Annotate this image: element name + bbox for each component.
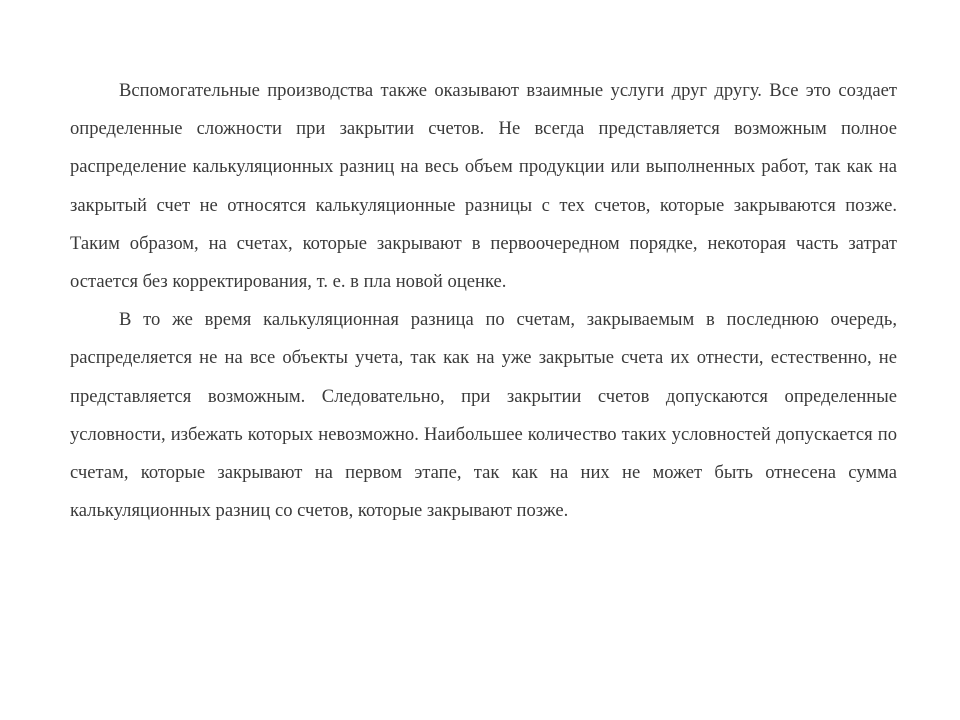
document-body: [70, 72, 897, 530]
paragraph-2: В то же время калькуляционная разница по счетам, закрываемым в последнюю очередь, распределяется не на все объекты учета, так как на уже закрытые счета их отнести, естественно, не представляется возможным. Следовательно, при закрытии счетов допускаются определенные условности, избежать которых невозможно. Наибольшее количество таких условностей допускается по счетам, которые закрывают на первом этапе, так как на них не может быть отнесена сумма калькуляционных разниц со счетов, которые закрывают позже.: [70, 309, 897, 522]
paragraph-1: Вспомогательные производства также оказывают взаимные услуги друг другу. Все это создает определенные сложности при закрытии счетов. Не всегда представляется возможным полное распределение калькуляционных разниц на весь объем продукции или выполненных работ, так как на закрытый счет не относятся калькуляционные разницы с тех счетов, которые закрываются позже. Таким образом, на счетах, которые закрывают в первоочередном порядке, некоторая часть затрат остается без корректирования, т. е. в пла новой оценке.: [70, 80, 897, 293]
